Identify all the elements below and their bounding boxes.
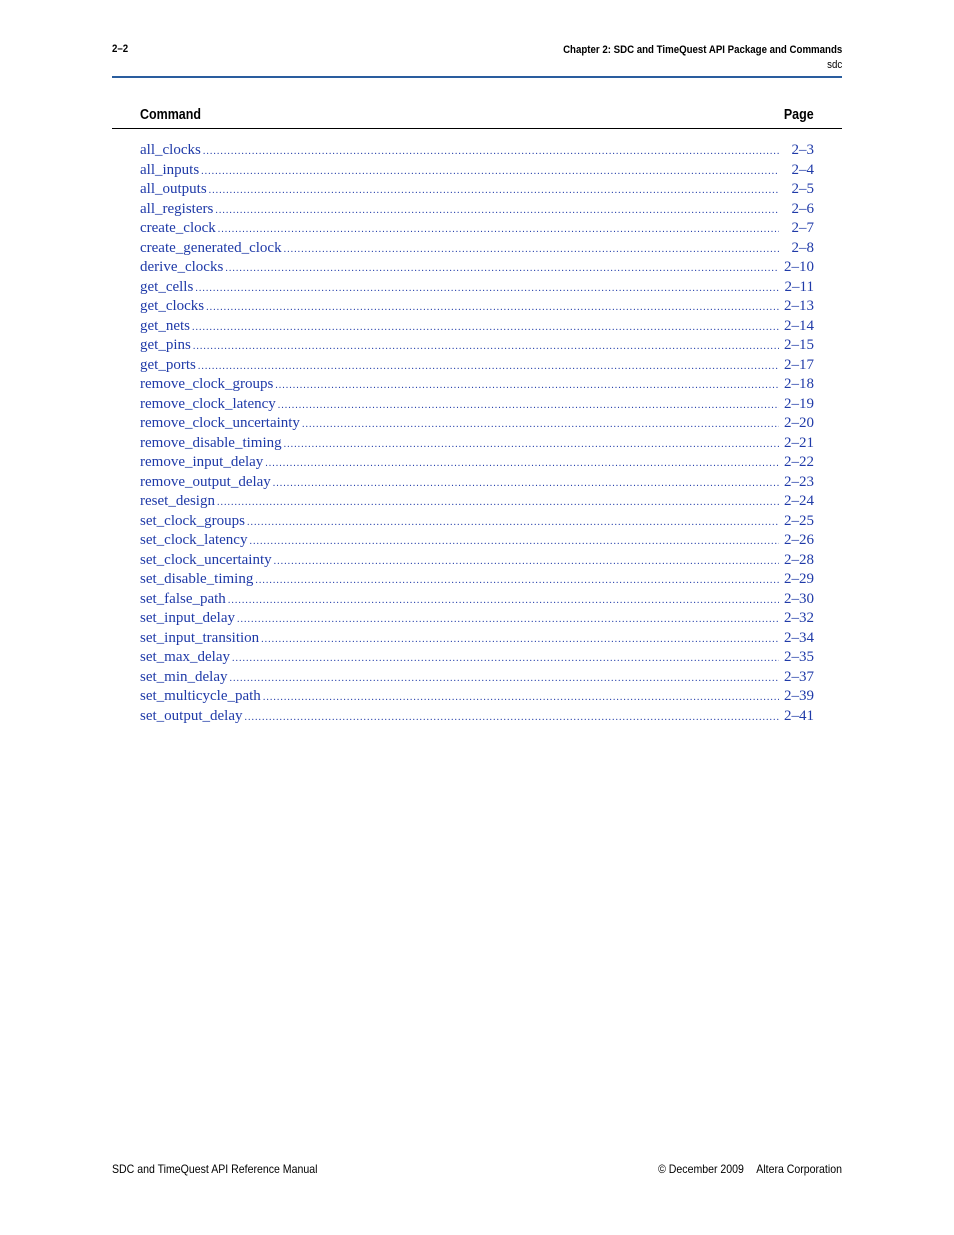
list-item[interactable] bbox=[140, 532, 814, 552]
dot-leader bbox=[217, 497, 779, 508]
command-link[interactable]: remove_clock_groups bbox=[140, 376, 274, 392]
page-link[interactable]: 2–11 bbox=[784, 278, 814, 295]
dot-leader bbox=[232, 653, 779, 664]
dot-leader bbox=[203, 146, 779, 157]
dot-leader bbox=[198, 361, 779, 372]
page-link[interactable]: 2–32 bbox=[784, 610, 814, 626]
list-item[interactable] bbox=[140, 396, 814, 416]
dot-leader bbox=[225, 263, 779, 274]
list-item[interactable] bbox=[140, 201, 814, 221]
command-link[interactable]: reset_design bbox=[140, 493, 215, 509]
dot-leader bbox=[273, 478, 779, 489]
command-link[interactable]: set_false_path bbox=[140, 590, 226, 607]
header-divider bbox=[112, 76, 842, 78]
page-link[interactable]: 2–6 bbox=[791, 200, 814, 217]
dot-leader bbox=[275, 380, 779, 391]
page-link[interactable]: 2–23 bbox=[784, 473, 814, 490]
list-item[interactable] bbox=[140, 474, 814, 494]
page-link[interactable]: 2–37 bbox=[784, 668, 814, 685]
dot-leader bbox=[209, 185, 779, 196]
page-link[interactable]: 2–26 bbox=[784, 532, 814, 548]
page-link[interactable]: 2–7 bbox=[791, 220, 814, 236]
page-link[interactable]: 2–3 bbox=[791, 142, 814, 158]
dot-leader bbox=[278, 400, 779, 411]
list-item[interactable] bbox=[140, 142, 814, 162]
list-item[interactable] bbox=[140, 279, 814, 299]
list-item[interactable] bbox=[140, 669, 814, 689]
list-item[interactable] bbox=[140, 552, 814, 572]
command-link[interactable]: set_input_transition bbox=[140, 629, 260, 646]
page-link[interactable]: 2–24 bbox=[784, 493, 814, 509]
command-list bbox=[140, 142, 814, 727]
dot-leader bbox=[244, 712, 779, 723]
list-item[interactable] bbox=[140, 220, 814, 240]
list-item[interactable] bbox=[140, 688, 814, 708]
dot-leader bbox=[247, 517, 779, 528]
command-link[interactable]: set_clock_uncertainty bbox=[140, 551, 272, 568]
page-link[interactable]: 2–10 bbox=[784, 259, 814, 275]
command-link[interactable]: all_inputs bbox=[140, 161, 200, 178]
dot-leader bbox=[274, 556, 779, 567]
command-link[interactable]: set_output_delay bbox=[140, 707, 243, 724]
list-item[interactable] bbox=[140, 162, 814, 182]
footer-info bbox=[658, 1162, 842, 1176]
command-link[interactable]: all_outputs bbox=[140, 181, 207, 197]
dot-leader bbox=[255, 575, 779, 586]
dot-leader bbox=[302, 419, 779, 430]
list-item[interactable] bbox=[140, 571, 814, 591]
command-link[interactable]: set_max_delay bbox=[140, 649, 230, 665]
dot-leader bbox=[201, 166, 779, 177]
manual-title: SDC and TimeQuest API Reference Manual bbox=[112, 1162, 318, 1176]
command-link[interactable]: remove_output_delay bbox=[140, 473, 271, 490]
page-link[interactable]: 2–34 bbox=[784, 629, 814, 646]
dot-leader bbox=[261, 634, 779, 645]
list-item[interactable] bbox=[140, 259, 814, 279]
page-link[interactable]: 2–35 bbox=[784, 649, 814, 665]
list-item[interactable] bbox=[140, 610, 814, 630]
page-link[interactable]: 2–30 bbox=[784, 590, 814, 607]
list-item[interactable] bbox=[140, 493, 814, 513]
page-link[interactable]: 2–19 bbox=[784, 395, 814, 412]
dot-leader bbox=[195, 283, 779, 294]
publication-date: © December 2009 bbox=[658, 1162, 744, 1176]
dot-leader bbox=[228, 595, 779, 606]
command-link[interactable]: remove_clock_latency bbox=[140, 395, 276, 412]
command-link[interactable]: get_cells bbox=[140, 278, 194, 295]
page-link[interactable]: 2–21 bbox=[784, 434, 814, 451]
page-link[interactable]: 2–13 bbox=[784, 298, 814, 314]
page-link[interactable]: 2–28 bbox=[784, 551, 814, 568]
dot-leader bbox=[206, 302, 779, 313]
list-item[interactable] bbox=[140, 708, 814, 728]
list-item[interactable] bbox=[140, 181, 814, 201]
command-link[interactable]: remove_input_delay bbox=[140, 454, 264, 470]
list-item[interactable] bbox=[140, 513, 814, 533]
dot-leader bbox=[265, 458, 779, 469]
page-link[interactable]: 2–17 bbox=[784, 356, 814, 373]
table-header-divider bbox=[112, 128, 842, 129]
page-number: 2–2 bbox=[112, 43, 129, 55]
page-link[interactable]: 2–39 bbox=[784, 688, 814, 704]
page-link[interactable]: 2–14 bbox=[784, 317, 814, 334]
page-link[interactable]: 2–41 bbox=[784, 707, 814, 724]
page-link[interactable]: 2–5 bbox=[791, 181, 814, 197]
running-header bbox=[525, 43, 842, 73]
command-link[interactable]: all_clocks bbox=[140, 142, 201, 158]
list-item[interactable] bbox=[140, 630, 814, 650]
command-link[interactable]: remove_clock_uncertainty bbox=[140, 415, 300, 431]
command-link[interactable]: create_clock bbox=[140, 220, 216, 236]
dot-leader bbox=[249, 536, 779, 547]
list-item[interactable] bbox=[140, 415, 814, 435]
list-item[interactable] bbox=[140, 435, 814, 455]
dot-leader bbox=[284, 244, 779, 255]
page-link[interactable]: 2–18 bbox=[784, 376, 814, 392]
command-link[interactable]: create_generated_clock bbox=[140, 239, 282, 256]
list-item[interactable] bbox=[140, 454, 814, 474]
command-link[interactable]: set_clock_groups bbox=[140, 512, 245, 529]
command-link[interactable]: derive_clocks bbox=[140, 259, 224, 275]
dot-leader bbox=[263, 692, 779, 703]
command-link[interactable]: set_input_delay bbox=[140, 610, 235, 626]
list-item[interactable] bbox=[140, 591, 814, 611]
page-column-header: Page bbox=[784, 107, 814, 123]
company-name: Altera Corporation bbox=[756, 1162, 842, 1176]
page-link[interactable]: 2–8 bbox=[791, 239, 814, 256]
dot-leader bbox=[284, 439, 779, 450]
dot-leader bbox=[218, 224, 779, 235]
command-link[interactable]: remove_disable_timing bbox=[140, 434, 282, 451]
command-link[interactable]: get_pins bbox=[140, 337, 191, 353]
page-link[interactable]: 2–20 bbox=[784, 415, 814, 431]
command-link[interactable]: set_clock_latency bbox=[140, 532, 248, 548]
command-column-header: Command bbox=[140, 107, 201, 123]
list-item[interactable] bbox=[140, 376, 814, 396]
list-item[interactable] bbox=[140, 337, 814, 357]
command-link[interactable]: set_multicycle_path bbox=[140, 688, 261, 704]
page-link[interactable]: 2–25 bbox=[784, 512, 814, 529]
list-item[interactable] bbox=[140, 240, 814, 260]
page-link[interactable]: 2–15 bbox=[784, 337, 814, 353]
command-link[interactable]: set_min_delay bbox=[140, 668, 228, 685]
page-link[interactable]: 2–22 bbox=[784, 454, 814, 470]
dot-leader bbox=[192, 322, 779, 333]
dot-leader bbox=[215, 205, 779, 216]
command-link[interactable]: get_ports bbox=[140, 356, 196, 373]
page-link[interactable]: 2–4 bbox=[791, 161, 814, 178]
command-link[interactable]: all_registers bbox=[140, 200, 214, 217]
command-link[interactable]: get_clocks bbox=[140, 298, 205, 314]
page-link[interactable]: 2–29 bbox=[784, 571, 814, 587]
command-link[interactable]: get_nets bbox=[140, 317, 190, 334]
dot-leader bbox=[229, 673, 779, 684]
dot-leader bbox=[237, 614, 779, 625]
list-item[interactable] bbox=[140, 318, 814, 338]
list-item[interactable] bbox=[140, 649, 814, 669]
list-item[interactable] bbox=[140, 298, 814, 318]
list-item[interactable] bbox=[140, 357, 814, 377]
section-name: sdc bbox=[826, 59, 842, 71]
command-link[interactable]: set_disable_timing bbox=[140, 571, 254, 587]
dot-leader bbox=[193, 341, 779, 352]
chapter-title: Chapter 2: SDC and TimeQuest API Package and Commands bbox=[562, 44, 842, 56]
